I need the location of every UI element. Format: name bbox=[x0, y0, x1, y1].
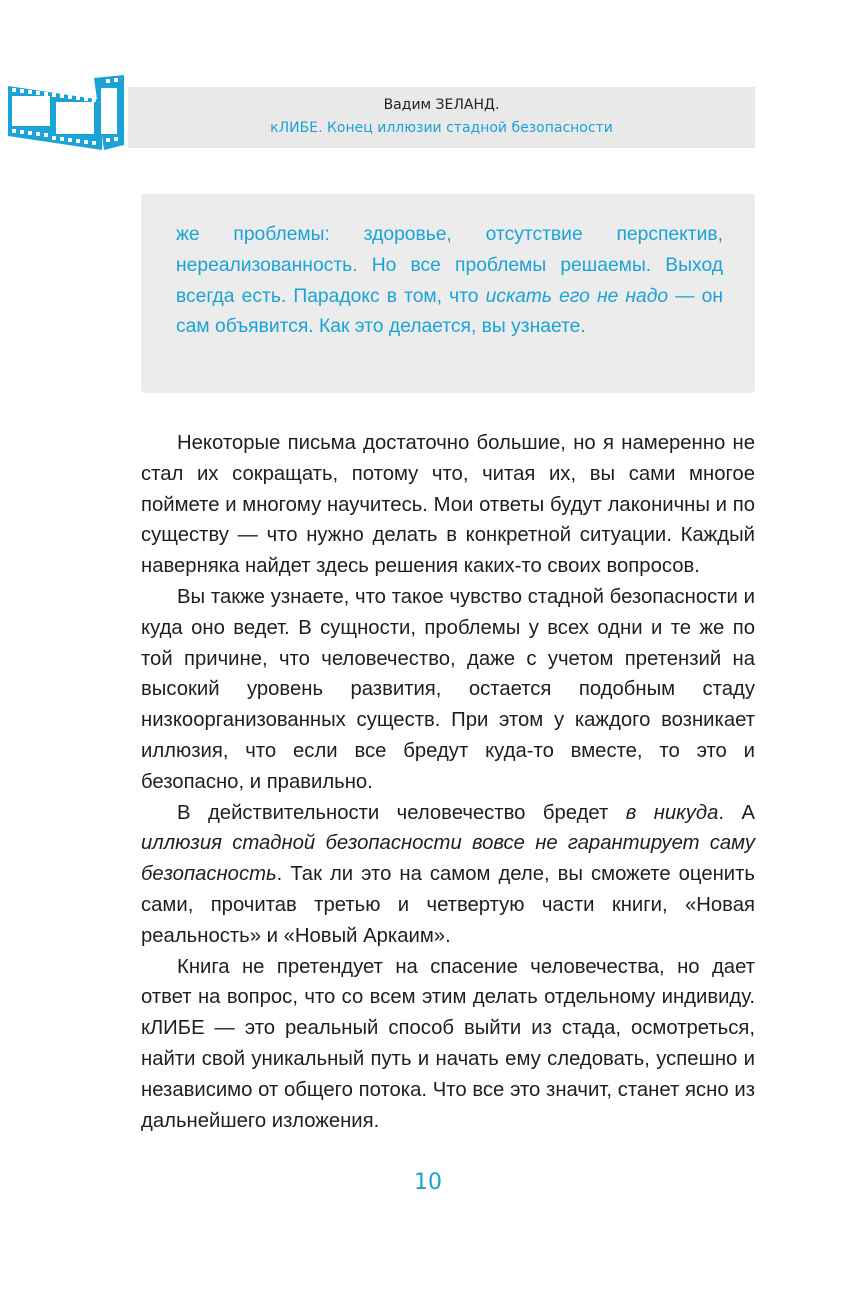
paragraph-3-italic: иллюзия стадной безопасности вовсе не гарантирует саму безопасность bbox=[141, 832, 755, 886]
paragraph-3-part: В действительности человечество бредет bbox=[177, 801, 626, 824]
paragraph-1: Некоторые письма достаточно большие, но я намеренно не стал их сокращать, потому что, читая их, вы сами многое поймете и многому научитесь. Мои ответы будут лаконичны и по существу — что нужно делать в конкретной ситуации. Каждый наверняка найдет здесь решения каких-то своих вопросов. bbox=[141, 432, 755, 578]
film-strip-icon bbox=[6, 70, 124, 160]
paragraph-3 bbox=[141, 798, 755, 952]
paragraph-3-part: . А bbox=[718, 801, 755, 824]
running-header bbox=[128, 87, 755, 148]
callout-italic: искать его не надо bbox=[485, 285, 669, 307]
page-number: 10 bbox=[414, 1170, 442, 1195]
callout-text-part: — он сам объявится. Как это делается, вы узнаете. bbox=[176, 285, 723, 338]
callout-text-part: же проблемы: здоровье, отсутствие перспектив, нереализованность. Но все проблемы решаемы. Выход всегда есть. Парадокс в том, что bbox=[176, 224, 723, 307]
paragraph-2: Вы также узнаете, что такое чувство стадной безопасности и куда оно ведет. В сущности, проблемы у всех одни и те же по той причине, что человечество, даже с учетом претензий на высокий уровень развития, остается подобным стаду низкоорганизованных существ. При этом у каждого возникает иллюзия, что если все бредут куда-то вместе, то это и безопасно, и правильно. bbox=[141, 585, 755, 793]
callout-text bbox=[176, 220, 723, 343]
header-author: Вадим ЗЕЛАНД. bbox=[383, 97, 500, 113]
header-book-title: кЛИБЕ. Конец иллюзии стадной безопасности bbox=[270, 120, 613, 136]
paragraph-3-italic: в никуда bbox=[625, 801, 719, 824]
callout-box bbox=[141, 194, 755, 393]
paragraph-3-part: . Так ли это на самом деле, вы сможете оценить сами, прочитав третью и четвертую части книги, «Новая реальность» и «Новый Аркаим». bbox=[141, 863, 755, 947]
paragraph-4: Книга не претендует на спасение человечества, но дает ответ на вопрос, что со всем этим делать отдельному индивиду. кЛИБЕ — это реальный способ выйти из стада, осмотреться, найти свой уникальный путь и начать ему следовать, успешно и независимо от общего потока. Что все это значит, станет ясно из дальнейшего изложения. bbox=[141, 955, 755, 1132]
body-text bbox=[141, 428, 755, 1136]
